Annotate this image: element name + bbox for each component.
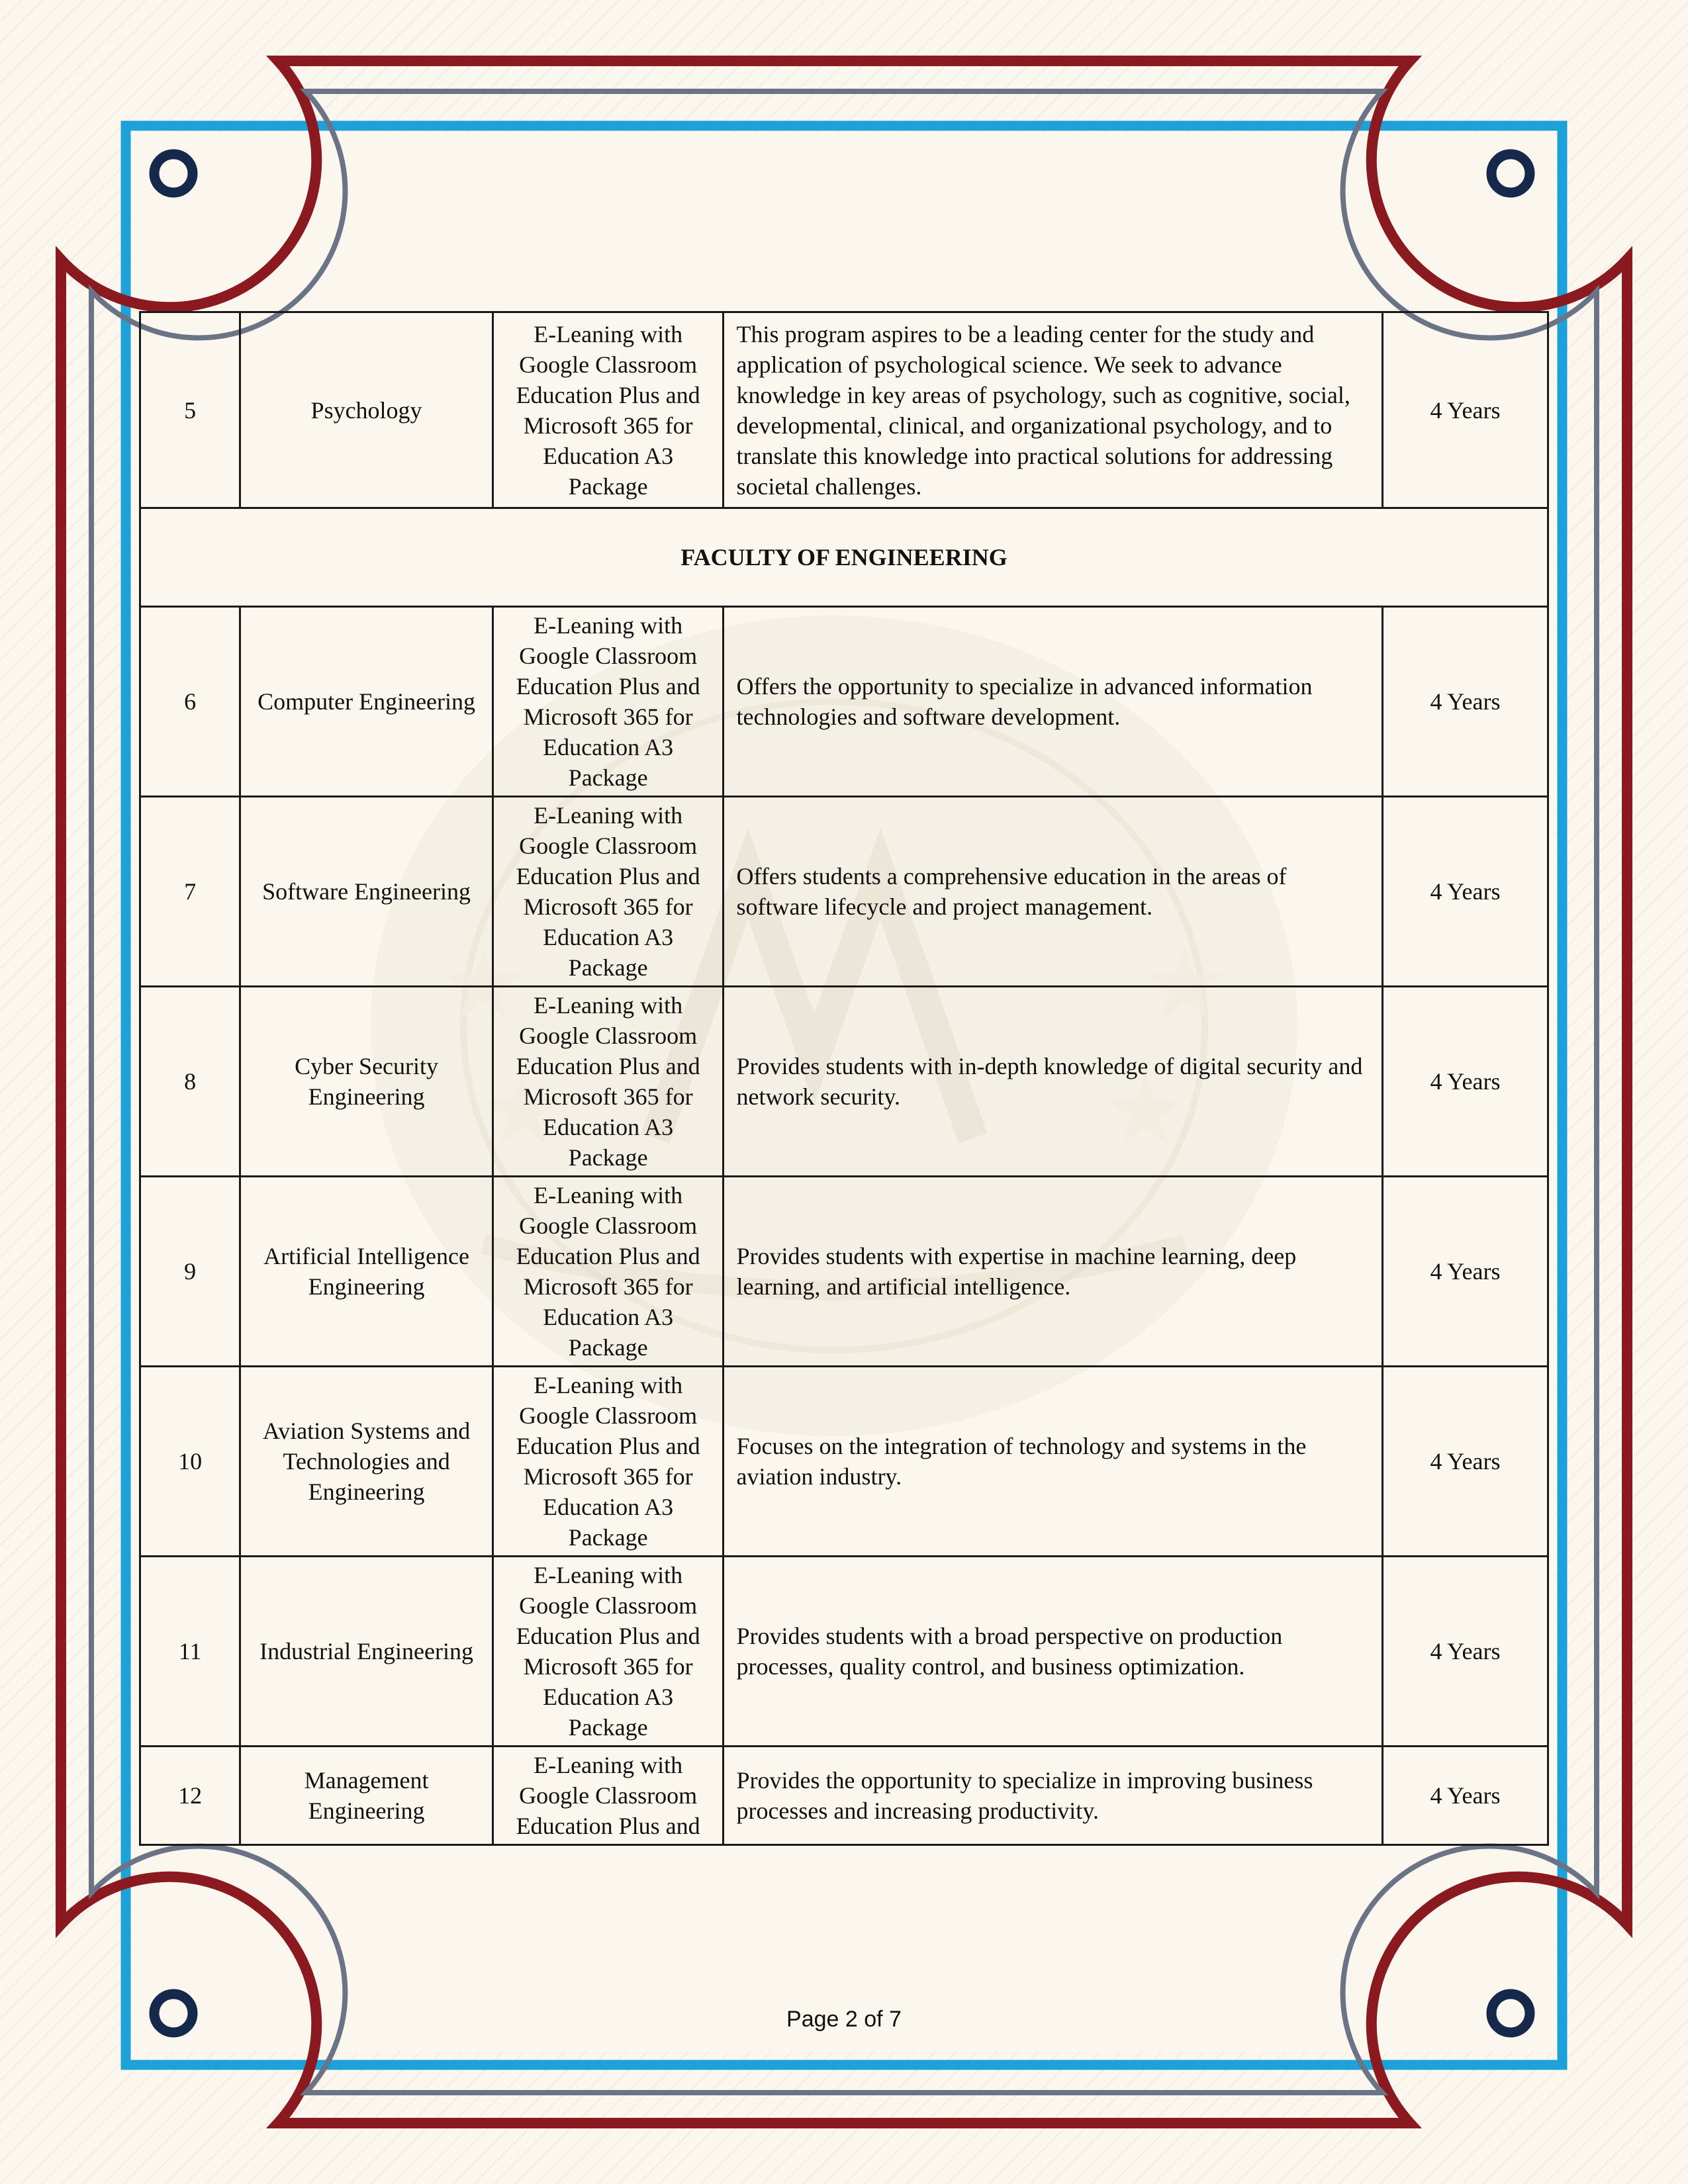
corner-ring-top-left	[154, 154, 193, 193]
program-duration: 4 Years	[1382, 1177, 1548, 1367]
table-row	[140, 1367, 1548, 1557]
row-number: 9	[140, 1177, 240, 1367]
program-name: Artificial Intelligence Engineering	[240, 1177, 493, 1367]
program-duration: 4 Years	[1382, 797, 1548, 987]
program-duration: 4 Years	[1382, 1747, 1548, 1845]
delivery-mode: E-Leaning with Google Classroom Education Plus and Microsoft 365 for Education A3 Package	[492, 797, 724, 987]
row-number: 7	[140, 797, 240, 987]
program-name: Software Engineering	[240, 797, 493, 987]
delivery-mode: E-Leaning with Google Classroom Education Plus and Microsoft 365 for Education A3 Package	[492, 1557, 724, 1747]
delivery-mode: E-Leaning with Google Classroom Education Plus and Microsoft 365 for Education A3 Package	[492, 312, 724, 508]
row-number: 12	[140, 1747, 240, 1845]
program-duration: 4 Years	[1382, 1367, 1548, 1557]
row-number: 6	[140, 607, 240, 797]
delivery-mode: E-Leaning with Google Classroom Education Plus and	[492, 1747, 724, 1845]
delivery-mode: E-Leaning with Google Classroom Education Plus and Microsoft 365 for Education A3 Package	[492, 1367, 724, 1557]
program-duration: 4 Years	[1382, 1557, 1548, 1747]
program-description: Focuses on the integration of technology and systems in the aviation industry.	[724, 1367, 1383, 1557]
table-row	[140, 1557, 1548, 1747]
row-number: 10	[140, 1367, 240, 1557]
faculty-heading-row	[140, 508, 1548, 607]
table-row	[140, 1177, 1548, 1367]
delivery-mode: E-Leaning with Google Classroom Education Plus and Microsoft 365 for Education A3 Package	[492, 1177, 724, 1367]
table-row	[140, 987, 1548, 1177]
table-row	[140, 607, 1548, 797]
row-number: 11	[140, 1557, 240, 1747]
delivery-mode: E-Leaning with Google Classroom Education Plus and Microsoft 365 for Education A3 Package	[492, 987, 724, 1177]
program-name: Industrial Engineering	[240, 1557, 493, 1747]
program-duration: 4 Years	[1382, 607, 1548, 797]
program-description: This program aspires to be a leading center for the study and application of psychological science. We seek to advance knowledge in key areas of psychology, such as cognitive, social, developmental, clinical, and organizational psychology, and to translate this knowledge into practical solutions for addressing societal challenges.	[724, 312, 1383, 508]
program-name: Aviation Systems and Technologies and Engineering	[240, 1367, 493, 1557]
table-row	[140, 797, 1548, 987]
program-description: Offers the opportunity to specialize in advanced information technologies and software development.	[724, 607, 1383, 797]
program-description: Provides students with in-depth knowledge of digital security and network security.	[724, 987, 1383, 1177]
page-number: Page 2 of 7	[786, 2007, 902, 2032]
table-row	[140, 1747, 1548, 1845]
program-description: Provides students with a broad perspective on production processes, quality control, and business optimization.	[724, 1557, 1383, 1747]
program-duration: 4 Years	[1382, 312, 1548, 508]
program-name: Computer Engineering	[240, 607, 493, 797]
delivery-mode: E-Leaning with Google Classroom Education Plus and Microsoft 365 for Education A3 Package	[492, 607, 724, 797]
programs-table	[139, 311, 1549, 1846]
program-name: Psychology	[240, 312, 493, 508]
corner-ring-top-right	[1491, 154, 1530, 193]
program-name: Management Engineering	[240, 1747, 493, 1845]
row-number: 5	[140, 312, 240, 508]
program-description: Offers students a comprehensive education in the areas of software lifecycle and project management.	[724, 797, 1383, 987]
program-description: Provides the opportunity to specialize in improving business processes and increasing productivity.	[724, 1747, 1383, 1845]
faculty-heading: FACULTY OF ENGINEERING	[140, 508, 1548, 607]
program-name: Cyber Security Engineering	[240, 987, 493, 1177]
program-description: Provides students with expertise in machine learning, deep learning, and artificial intelligence.	[724, 1177, 1383, 1367]
program-duration: 4 Years	[1382, 987, 1548, 1177]
table-row	[140, 312, 1548, 508]
row-number: 8	[140, 987, 240, 1177]
